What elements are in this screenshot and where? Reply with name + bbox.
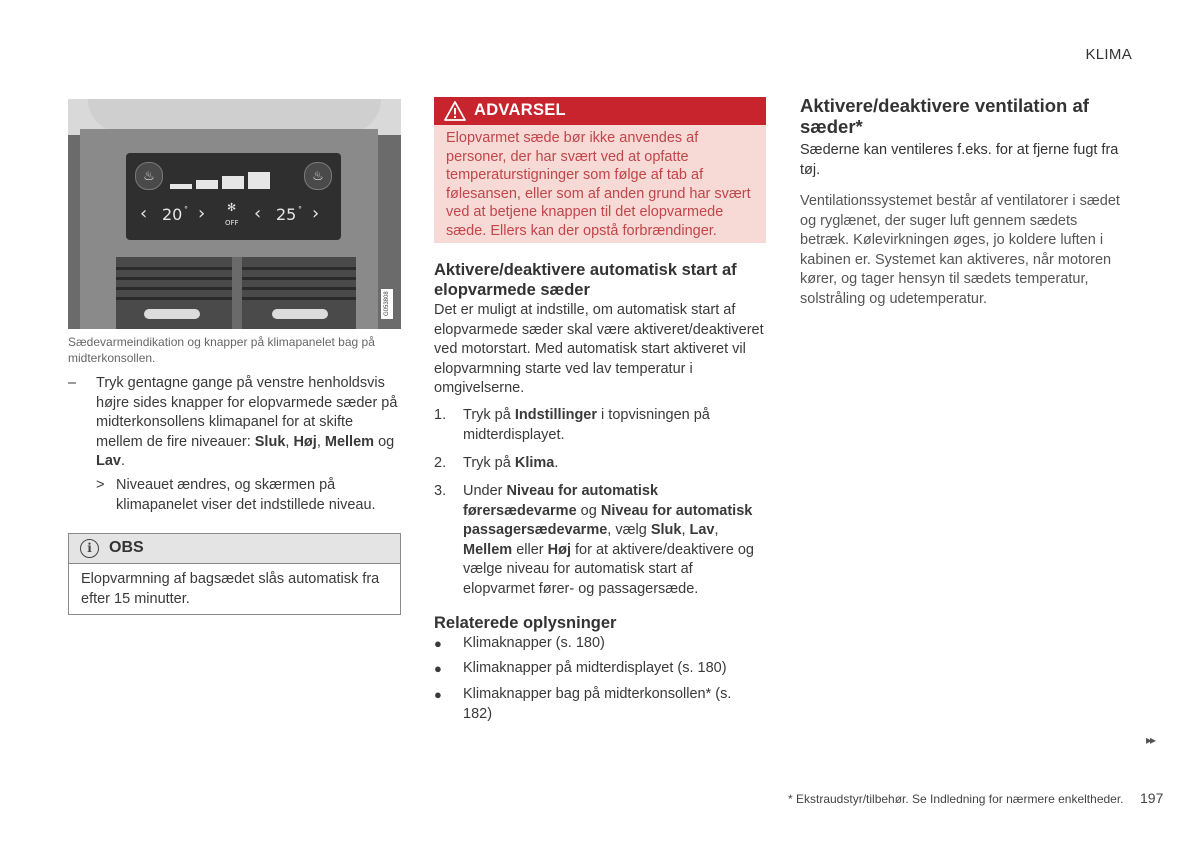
warning-triangle-icon — [444, 101, 466, 121]
continue-icon: ▸▸ — [1146, 733, 1155, 747]
step-text: Tryk gentagne gange på venstre henholdsvis højre sides knapper for elopvarmede sæder på midterkonsollens klimapanel for at skifte mellem de fire niveauer: Sluk, Høj, Mellem og Lav. — [96, 375, 398, 470]
right-temp: 25 — [276, 205, 297, 224]
step-text: Under Niveau for automatisk førersædevarme og Niveau for automatisk passagersædevarme, vælg Sluk, Lav, Mellem eller Høj for at aktivere/deaktivere og vælge niveau for automatisk start af elopvarmet fører- og passagersæde. — [463, 483, 754, 597]
note-header — [69, 534, 400, 564]
warning-title: ADVARSEL — [474, 101, 566, 119]
bullet-icon: ● — [434, 661, 442, 676]
left-temp-up-icon: › — [198, 203, 206, 224]
left-temp: 20 — [162, 205, 183, 224]
warning-text: Elopvarmet sæde bør ikke anvendes af personer, der har svært ved at opfatte temperaturstigninger som følge af tab af følesansen, eller som af anden grund har svært ved at betjene knappen til det elopvarmede sæde. Ellers kan der opstå forbrændinger. — [446, 130, 751, 239]
info-icon: i — [80, 539, 99, 558]
step-text: Tryk på Klima. — [463, 455, 559, 471]
related-link-text: Klimaknapper (s. 180) — [463, 635, 605, 651]
step-text: Tryk på Indstillinger i topvisningen på midterdisplayet. — [463, 407, 710, 443]
page-number: 197 — [1140, 790, 1164, 806]
footnote: * Ekstraudstyr/tilbehør. Se Indledning for nærmere enkeltheder. — [788, 792, 1124, 806]
ventilation-intro: Sæderne kan ventileres f.eks. for at fjerne fugt fra tøj. — [800, 142, 1119, 178]
note-box — [68, 533, 401, 615]
section-title: KLIMA — [1085, 46, 1132, 63]
heat-level-bar — [196, 180, 218, 189]
note-title: OBS — [109, 539, 144, 556]
result-mark: > — [96, 477, 105, 493]
dash-mark: – — [68, 375, 77, 391]
heat-level-bars — [170, 167, 290, 189]
step-number: 2. — [434, 455, 447, 471]
vent-knob — [144, 309, 200, 319]
related-link-text: Klimaknapper på midterdisplayet (s. 180) — [463, 660, 727, 676]
climate-panel-image — [68, 99, 401, 329]
bullet-icon: ● — [434, 636, 442, 651]
heat-level-bar — [222, 176, 244, 189]
related-link-text: Klimaknapper bag på midterkonsollen* (s. 182) — [463, 686, 732, 722]
fan-label: OFF — [225, 219, 239, 227]
auto-start-heading: Aktivere/deaktivere automatisk start af elopvarmede sæder — [434, 261, 737, 299]
bullet-icon: ● — [434, 687, 442, 702]
left-seat-heat-icon: ♨ — [135, 162, 163, 190]
right-temp-up-icon: › — [312, 203, 320, 224]
left-temp-down-icon: ‹ — [140, 203, 148, 224]
warning-header — [434, 97, 766, 125]
step-number: 3. — [434, 483, 447, 499]
degree-icon: ° — [184, 205, 188, 214]
related-heading: Relaterede oplysninger — [434, 614, 617, 632]
step-number: 1. — [434, 407, 447, 423]
heat-level-bar — [248, 172, 270, 189]
result-text: Niveauet ændres, og skærmen på klimapanelet viser det indstillede niveau. — [116, 477, 376, 513]
right-seat-heat-icon: ♨ — [304, 162, 332, 190]
auto-start-text: Det er muligt at indstille, om automatisk start af elopvarmede sæder skal være aktiveret/deaktiveret ved motorstart. Med automatisk start aktiveret vil elopvarmning starte ved lav temperatur i omgivelserne. — [434, 302, 764, 397]
figure-caption: Sædevarmeindikation og knapper på klimapanelet bag på midterkonsollen. — [68, 335, 375, 365]
climate-display — [126, 153, 341, 240]
ventilation-heading: Aktivere/deaktivere ventilation af sæder* — [800, 95, 1089, 137]
right-temp-down-icon: ‹ — [254, 203, 262, 224]
vent-knob — [272, 309, 328, 319]
heat-level-bar — [170, 184, 192, 189]
fan-icon: ✻ — [227, 201, 237, 214]
warning-box — [434, 97, 766, 243]
note-text: Elopvarmning af bagsædet slås automatisk fra efter 15 minutter. — [81, 571, 380, 607]
image-code: G053808 — [381, 289, 393, 319]
ventilation-text: Ventilationssystemet består af ventilatorer i sædet og ryglænet, der suger luft gennem sædets betræk. Kølevirkningen øges, jo koldere luften i kabinen er. Systemet kan aktiveres, når motoren kører, og tager hensyn til sædets temperatur, solstråling og udetemperatur. — [800, 193, 1120, 307]
air-vents — [116, 257, 356, 329]
degree-icon: ° — [298, 205, 302, 214]
